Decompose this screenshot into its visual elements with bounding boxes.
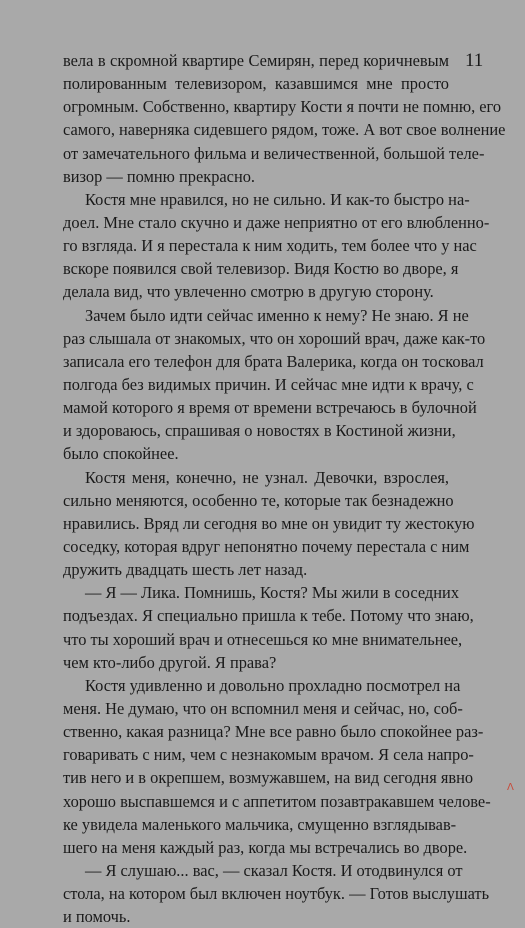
text-line: говаривать с ним, чем с незнакомым врачом. Я села напро- [63, 745, 474, 765]
text-line: было спокойнее. [63, 444, 179, 464]
text-line: мамой которого я время от времени встречаюсь в булочной [63, 398, 477, 418]
text-line: полгода без видимых причин. И сейчас мне идти к врачу, с [63, 374, 474, 394]
text-line: Костя удивленно и довольно прохладно посмотрел на [85, 675, 461, 695]
text-line: ке увидела маленького мальчика, смущенно взглядывав- [63, 814, 457, 834]
text-line: — Я слушаю... вас, — сказал Костя. И отодвинулся от [85, 860, 463, 880]
text-line: и здороваюсь, спрашивая о новостях в Костиной жизни, [63, 421, 456, 441]
text-line: ственно, какая разница? Мне все равно было спокойнее раз- [63, 722, 484, 742]
text-line: чем кто-либо другой. Я права? [63, 652, 277, 672]
text-line: полированным телевизором, казавшимся мне просто [63, 74, 449, 94]
text-line: дружить двадцать шесть лет назад. [63, 560, 308, 580]
text-line: делала вид, что увлеченно смотрю в другую сторону. [63, 282, 434, 302]
text-line: стола, на котором был включен ноутбук. — Готов выслушать [63, 884, 490, 904]
text-line: вскоре появился свой телевизор. Видя Костю во дворе, я [63, 259, 459, 279]
text-line: визор — помню прекрасно. [63, 166, 256, 186]
text-line: подъездах. Я специально пришла к тебе. Потому что знаю, [63, 606, 474, 626]
text-line: шего на меня каждый раз, когда мы встречались во дворе. [63, 837, 468, 857]
text-line: доел. Мне стало скучно и даже неприятно от его влюбленно- [63, 212, 490, 232]
text-line: раз слышала от знакомых, что он хороший врач, даже как-то [63, 328, 486, 348]
text-line: Костя мне нравился, но не сильно. И как-то быстро на- [85, 189, 470, 209]
text-line: тив него и в окрепшем, возмужавшем, на вид сегодня явно [63, 768, 474, 788]
page-number: 11 [465, 50, 484, 71]
text-line: меня. Не думаю, что он вспомнил меня и сейчас, но, соб- [63, 698, 463, 718]
text-line: Зачем было идти сейчас именно к нему? Не знаю. Я не [85, 305, 469, 325]
text-line: го взгляда. И я перестала к ним ходить, тем более что у нас [63, 236, 477, 256]
corner-mark: Λ [507, 782, 514, 793]
text-line: от замечательного фильма и величественной, большой теле- [63, 143, 485, 163]
text-line: вела в скромной квартире Семирян, перед коричневым [63, 51, 449, 70]
text-line: записала его телефон для брата Валерика, когда он тосковал [63, 351, 484, 371]
text-line: что ты хороший врач и отнесешься ко мне внимательнее, [63, 629, 463, 649]
text-line: и помочь. [63, 907, 131, 927]
text-line: нравились. Вряд ли сегодня во мне он увидит ту жестокую [63, 513, 475, 533]
text-line: хорошо выспавшемся и с аппетитом позавтракавшем челове- [63, 791, 491, 811]
text-line: — Я — Лика. Помнишь, Костя? Мы жили в соседних [85, 583, 460, 603]
text-line: Костя меня, конечно, не узнал. Девочки, взрослея, [85, 467, 449, 487]
text-line: сильно меняются, особенно те, которые так безнадежно [63, 490, 454, 510]
text-line: самого, наверняка сидевшего рядом, тоже. А вот свое волнение [63, 120, 506, 140]
text-line: соседку, которая вдруг непонятно почему перестала с ним [63, 536, 470, 556]
text-line: огромным. Собственно, квартиру Кости я почти не помню, его [63, 97, 502, 117]
